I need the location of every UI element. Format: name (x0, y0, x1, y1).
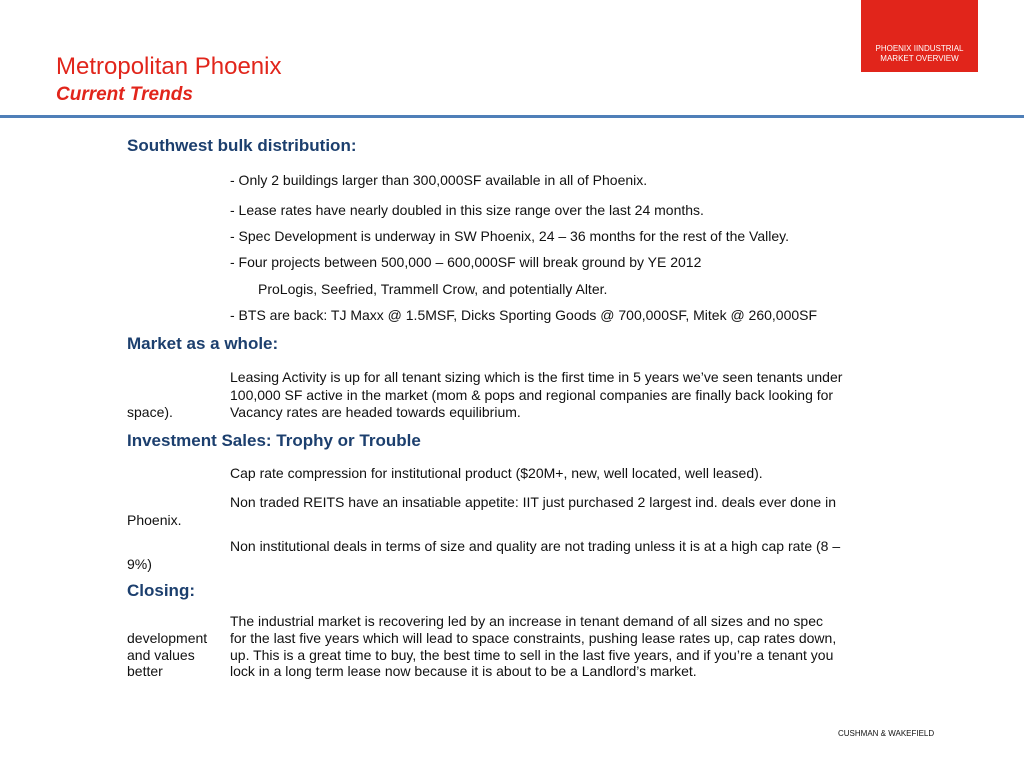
closing-line-1: The industrial market is recovering led by an increase in tenant demand of all sizes and no spec (230, 613, 823, 629)
market-line-1: Leasing Activity is up for all tenant sizing which is the first time in 5 years we’ve seen tenants under (230, 369, 843, 385)
closing-line-2: for the last five years which will lead to space constraints, pushing lease rates up, cap rates down, (230, 630, 837, 646)
bullet-southwest-4-sub: ProLogis, Seefried, Trammell Crow, and potentially Alter. (258, 281, 608, 297)
page-title: Metropolitan Phoenix (56, 53, 282, 80)
tab-label-line2: MARKET OVERVIEW (880, 54, 959, 63)
investment-line-1: Cap rate compression for institutional product ($20M+, new, well located, well leased). (230, 465, 763, 481)
heading-market: Market as a whole: (127, 334, 279, 353)
page-subtitle: Current Trends (56, 84, 193, 105)
closing-line-4-left: better (127, 663, 163, 679)
tab-label-line1: PHOENIX IINDUSTRIAL (875, 44, 964, 53)
closing-line-3-left: and values (127, 647, 195, 663)
market-line-3-left: space). (127, 404, 173, 420)
closing-line-3: up. This is a great time to buy, the best time to sell in the last five years, and if you’re a tenant you (230, 647, 834, 663)
title-divider (0, 115, 1024, 118)
bullet-southwest-1: - Only 2 buildings larger than 300,000SF available in all of Phoenix. (230, 172, 648, 188)
investment-line-2-wrap: Phoenix. (127, 512, 182, 528)
section-tab (861, 0, 978, 72)
market-line-3: Vacancy rates are headed towards equilibrium. (230, 404, 521, 420)
investment-line-2: Non traded REITS have an insatiable appetite: IIT just purchased 2 largest ind. deals ever done in (230, 494, 836, 510)
market-line-2: 100,000 SF active in the market (mom & pops and regional companies are finally back looking for (230, 387, 834, 403)
closing-line-2-left: development (127, 630, 208, 646)
heading-closing: Closing: (127, 581, 195, 600)
heading-southwest: Southwest bulk distribution: (127, 136, 357, 155)
footer-company: CUSHMAN & WAKEFIELD (838, 729, 935, 738)
bullet-southwest-2: - Lease rates have nearly doubled in this size range over the last 24 months. (230, 202, 704, 218)
investment-line-3: Non institutional deals in terms of size and quality are not trading unless it is at a high cap rate (8 – (230, 538, 841, 554)
investment-line-3-wrap: 9%) (127, 556, 152, 572)
bullet-southwest-5: - BTS are back: TJ Maxx @ 1.5MSF, Dicks Sporting Goods @ 700,000SF, Mitek @ 260,000SF (230, 307, 818, 323)
bullet-southwest-3: - Spec Development is underway in SW Phoenix, 24 – 36 months for the rest of the Valley. (230, 228, 789, 244)
bullet-southwest-4: - Four projects between 500,000 – 600,000SF will break ground by YE 2012 (230, 254, 702, 270)
closing-line-4: lock in a long term lease now because it is about to be a Landlord’s market. (230, 663, 697, 679)
heading-investment: Investment Sales: Trophy or Trouble (127, 431, 421, 450)
